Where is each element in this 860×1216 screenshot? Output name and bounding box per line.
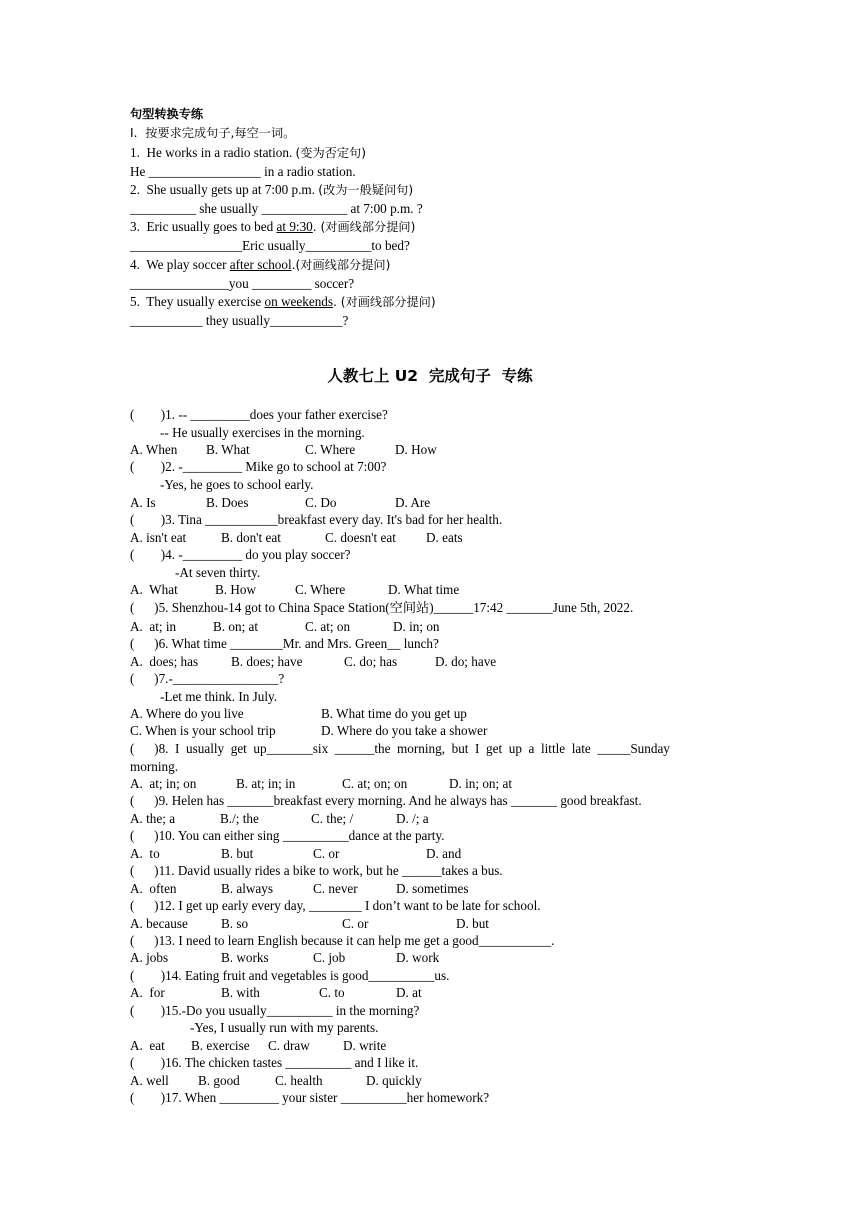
q8-option-a: A. at; in; on [130, 776, 197, 791]
q10-option-b: B. but [221, 846, 254, 861]
q4-option-b: B. How [215, 582, 257, 597]
q12-option-d: D. but [456, 916, 489, 931]
question-9: ( )9. Helen has _______breakfast every morning. And he always has _______ good breakfast. [130, 793, 642, 808]
q1-option-b: B. What [206, 442, 250, 457]
transform-answer-3: _________________Eric usually__________to bed? [130, 238, 410, 253]
q5-option-c: C. at; on [305, 619, 351, 634]
q14-option-b: B. with [221, 985, 260, 1000]
q5-option-a: A. at; in [130, 619, 177, 634]
section-heading: 句型转换专练 [130, 107, 204, 121]
q15-option-b: B. exercise [191, 1038, 250, 1053]
q9-option-b: B./; the [220, 811, 259, 826]
q2-option-c: C. Do [305, 495, 337, 510]
q6-option-c: C. do; has [344, 654, 398, 669]
q15-option-c: C. draw [268, 1038, 310, 1053]
q14-option-a: A. for [130, 985, 165, 1000]
question-8: ( )8. I usually get up_______six ______the morning, but I get up a little late _____Sunday [130, 741, 670, 756]
q16-option-d: D. quickly [366, 1073, 422, 1088]
q11-option-d: D. sometimes [396, 881, 469, 896]
q4-option-c: C. Where [295, 582, 346, 597]
q10-option-c: C. or [313, 846, 340, 861]
q5-option-b: B. on; at [213, 619, 259, 634]
question-1-reply: -- He usually exercises in the morning. [160, 425, 365, 440]
question-7: ( )7.-________________? [130, 671, 285, 686]
question-2: ( )2. -_________ Mike go to school at 7:00? [130, 459, 387, 474]
q12-option-a: A. because [130, 916, 188, 931]
q16-option-b: B. good [198, 1073, 240, 1088]
q6-option-a: A. does; has [130, 654, 199, 669]
q16-option-c: C. health [275, 1073, 323, 1088]
q11-option-a: A. often [130, 881, 177, 896]
q1-option-d: D. How [395, 442, 437, 457]
q10-option-a: A. to [130, 846, 160, 861]
q9-option-d: D. /; a [396, 811, 429, 826]
q5-option-d: D. in; on [393, 619, 440, 634]
transform-item-1: 1. He works in a radio station. (变为否定句) [130, 145, 366, 160]
q15-option-d: D. write [343, 1038, 387, 1053]
question-17: ( )17. When _________ your sister __________her homework? [130, 1090, 490, 1105]
q7-option-a: A. Where do you live [130, 706, 244, 721]
q13-option-d: D. work [396, 950, 440, 965]
question-15-reply: -Yes, I usually run with my parents. [190, 1020, 379, 1035]
q12-option-c: C. or [342, 916, 369, 931]
q8-option-c: C. at; on; on [342, 776, 408, 791]
q3-option-d: D. eats [426, 530, 463, 545]
question-12: ( )12. I get up early every day, ________ I don’t want to be late for school. [130, 898, 541, 913]
q4-option-d: D. What time [388, 582, 460, 597]
q7-option-d: D. Where do you take a shower [321, 723, 488, 738]
q13-option-b: B. works [221, 950, 269, 965]
question-4-reply: -At seven thirty. [175, 565, 261, 580]
transform-item-4: 4. We play soccer after school.(对画线部分提问) [130, 257, 391, 272]
transform-item-5: 5. They usually exercise on weekends. (对画线部分提问) [130, 294, 436, 309]
q8-option-d: D. in; on; at [449, 776, 513, 791]
question-2-reply: -Yes, he goes to school early. [160, 477, 314, 492]
q2-option-d: D. Are [395, 495, 431, 510]
q7-option-b: B. What time do you get up [321, 706, 467, 721]
q2-option-b: B. Does [206, 495, 249, 510]
transform-answer-2: __________ she usually _____________ at 7:00 p.m. ? [130, 201, 423, 216]
question-3: ( )3. Tina ___________breakfast every day. It's bad for her health. [130, 512, 503, 527]
q11-option-c: C. never [313, 881, 358, 896]
question-15: ( )15.-Do you usually__________ in the morning? [130, 1003, 420, 1018]
q9-option-c: C. the; / [311, 811, 354, 826]
question-7-reply: -Let me think. In July. [160, 689, 278, 704]
transform-item-2: 2. She usually gets up at 7:00 p.m. (改为一般疑问句) [130, 182, 414, 197]
q9-option-a: A. the; a [130, 811, 176, 826]
question-6: ( )6. What time ________Mr. and Mrs. Green__ lunch? [130, 636, 439, 651]
q7-option-c: C. When is your school trip [130, 723, 276, 738]
question-11: ( )11. David usually rides a bike to work, but he ______takes a bus. [130, 863, 503, 878]
q12-option-b: B. so [221, 916, 249, 931]
question-5: ( )5. Shenzhou-14 got to China Space Station(空间站)______17:42 _______June 5th, 2022. [130, 600, 634, 615]
section-title: 人教七上 U2 完成句子 专练 [327, 367, 533, 385]
section-instruction: I. 按要求完成句子,每空一词。 [130, 126, 296, 140]
q14-option-d: D. at [396, 985, 422, 1000]
question-1: ( )1. -- _________does your father exercise? [130, 407, 388, 422]
q1-option-c: C. Where [305, 442, 356, 457]
q3-option-b: B. don't eat [221, 530, 281, 545]
question-8-cont: morning. [130, 759, 178, 774]
question-16: ( )16. The chicken tastes __________ and I like it. [130, 1055, 419, 1070]
transform-answer-1: He _________________ in a radio station. [130, 164, 356, 179]
question-14: ( )14. Eating fruit and vegetables is good__________us. [130, 968, 450, 983]
q14-option-c: C. to [319, 985, 345, 1000]
q10-option-d: D. and [426, 846, 462, 861]
q6-option-b: B. does; have [231, 654, 303, 669]
question-13: ( )13. I need to learn English because it can help me get a good___________. [130, 933, 555, 948]
question-10: ( )10. You can either sing __________dance at the party. [130, 828, 445, 843]
q15-option-a: A. eat [130, 1038, 165, 1053]
q13-option-c: C. job [313, 950, 346, 965]
q6-option-d: D. do; have [435, 654, 497, 669]
q16-option-a: A. well [130, 1073, 169, 1088]
q11-option-b: B. always [221, 881, 274, 896]
question-4: ( )4. -_________ do you play soccer? [130, 547, 351, 562]
q4-option-a: A. What [130, 582, 178, 597]
q13-option-a: A. jobs [130, 950, 169, 965]
q2-option-a: A. Is [130, 495, 156, 510]
q3-option-a: A. isn't eat [130, 530, 187, 545]
q3-option-c: C. doesn't eat [325, 530, 396, 545]
transform-answer-4: _______________you _________ soccer? [130, 276, 355, 291]
transform-answer-5: ___________ they usually___________? [130, 313, 349, 328]
transform-item-3: 3. Eric usually goes to bed at 9:30. (对画线部分提问) [130, 219, 416, 234]
q1-option-a: A. When [130, 442, 178, 457]
q8-option-b: B. at; in; in [236, 776, 296, 791]
